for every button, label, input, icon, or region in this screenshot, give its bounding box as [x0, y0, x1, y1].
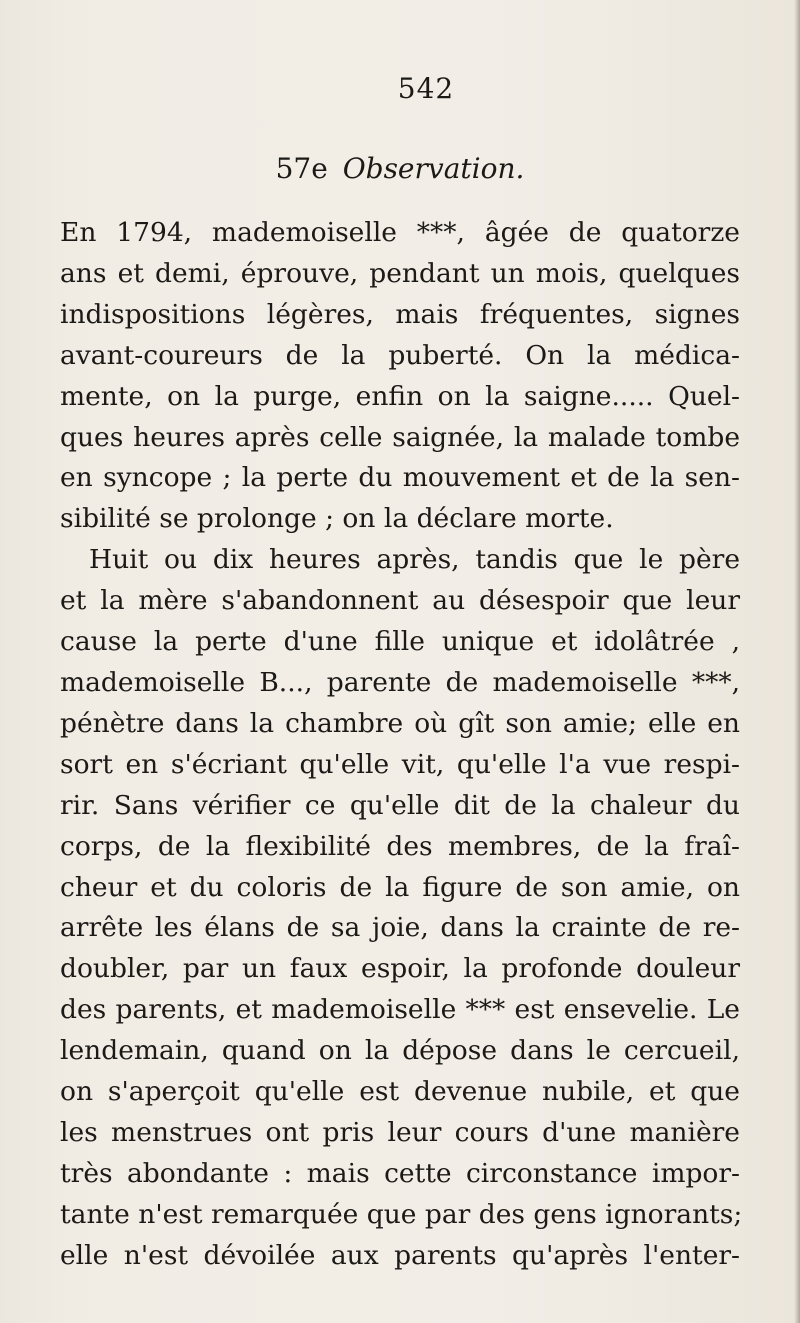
heading-title: Observation. [342, 152, 525, 185]
text-line: rir. Sans vérifier ce qu'elle dit de la chaleur du [60, 789, 740, 821]
text-line: cause la perte d'une fille unique et idolâtrée , [60, 626, 740, 658]
text-line: avant-coureurs de la puberté. On la médica- [60, 339, 740, 371]
text-line: En 1794, mademoiselle ***, âgée de quatorze [60, 217, 740, 248]
text-line: indispositions légères, mais fréquentes, signes [60, 298, 740, 330]
text-line: corps, de la flexibilité des membres, de la fraî- [60, 830, 740, 862]
page-edge-shadow [794, 0, 800, 1323]
text-line: lendemain, quand on la dépose dans le cercueil, [60, 1035, 740, 1067]
text-line: ques heures après celle saignée, la malade tombe [60, 421, 740, 453]
text-line: en syncope ; la perte du mouvement et de la sen- [60, 462, 740, 494]
text-line: on s'aperçoit qu'elle est devenue nubile, et que [60, 1076, 740, 1108]
text-line: doubler, par un faux espoir, la profonde douleur [60, 953, 740, 985]
text-line: et la mère s'abandonnent au désespoir que leur [60, 585, 740, 617]
text-line: sibilité se prolonge ; on la déclare morte. [60, 503, 614, 535]
heading-number: 57e [275, 152, 328, 185]
text-line: les menstrues ont pris leur cours d'une manière [60, 1116, 740, 1148]
text-line: tante n'est remarquée que par des gens ignorants; [60, 1198, 743, 1230]
text-line: sort en s'écriant qu'elle vit, qu'elle l'a vue respi- [60, 748, 740, 780]
text-line: elle n'est dévoilée aux parents qu'après l'enter- [60, 1239, 740, 1271]
text-line: mademoiselle B..., parente de mademoiselle ***, [60, 666, 740, 698]
text-line: ans et demi, éprouve, pendant un mois, quelques [60, 257, 740, 289]
page-number: 542 [397, 72, 455, 105]
text-line: des parents, et mademoiselle *** est ensevelie. Le [60, 994, 740, 1026]
text-line: Huit ou dix heures après, tandis que le père [89, 544, 740, 576]
text-line: pénètre dans la chambre où gît son amie; elle en [60, 707, 740, 739]
text-line: cheur et du coloris de la figure de son amie, on [60, 871, 740, 903]
text-line: arrête les élans de sa joie, dans la crainte de re- [60, 912, 740, 944]
section-heading [0, 152, 800, 185]
text-line: très abondante : mais cette circonstance impor- [60, 1157, 740, 1189]
text-line: mente, on la purge, enfin on la saigne..... Quel- [60, 380, 740, 412]
body-text [60, 213, 743, 1277]
